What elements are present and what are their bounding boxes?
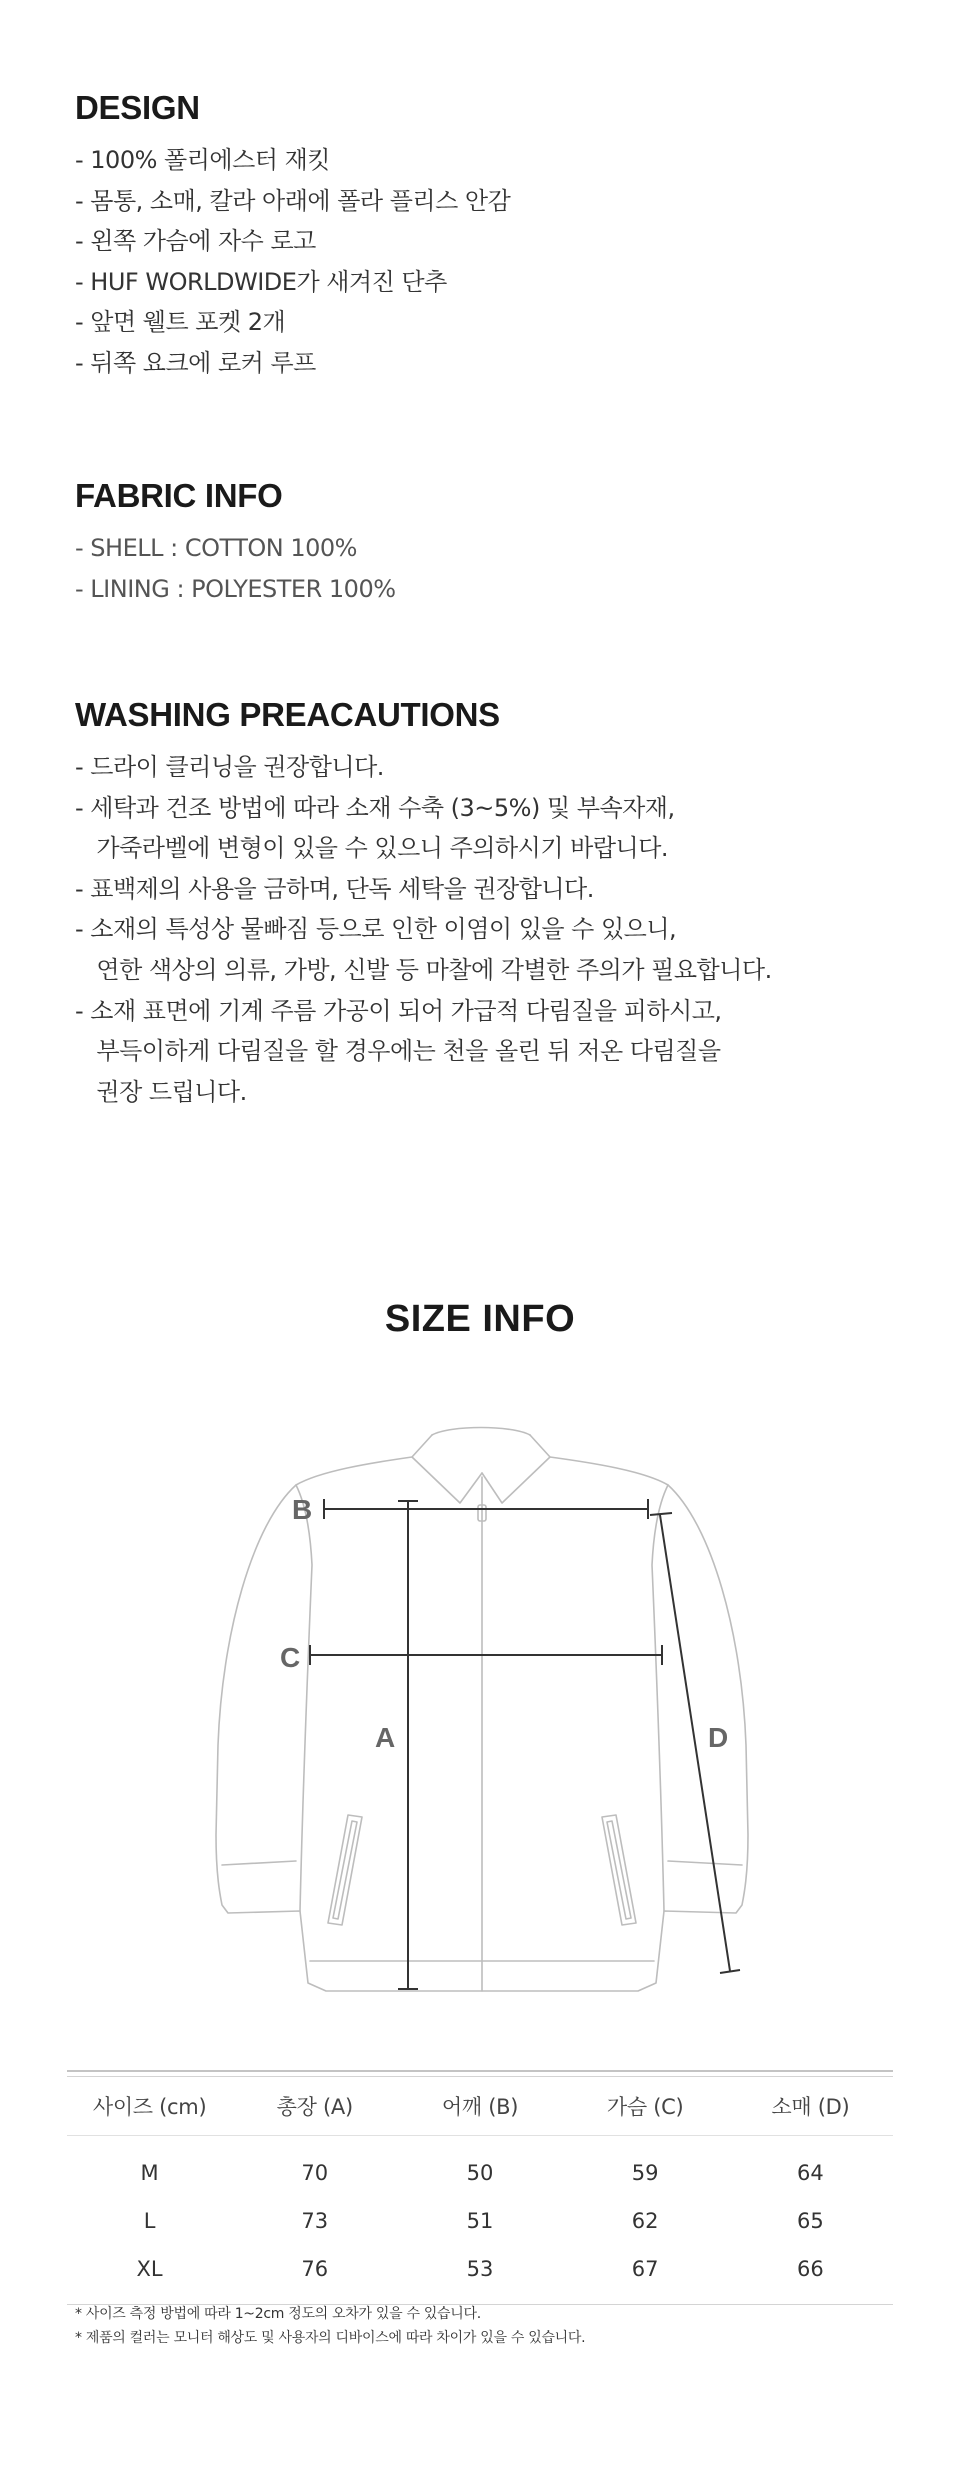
list-item: - 소재 표면에 기계 주름 가공이 되어 가급적 다림질을 피하시고,	[75, 996, 722, 1025]
header-chest: 가슴 (C)	[563, 2077, 728, 2136]
right-pocket-inner	[607, 1821, 631, 1919]
table-cell: L	[143, 2209, 156, 2233]
measure-tick-d-top	[650, 1513, 672, 1515]
diagram-label-d: D	[708, 1722, 729, 1753]
list-item: - 왼쪽 가슴에 자수 로고	[75, 227, 316, 256]
design-section	[75, 88, 895, 384]
fabric-list	[75, 528, 895, 609]
table-cell: 73	[301, 2209, 329, 2233]
fabric-section	[75, 476, 895, 609]
table-cell: XL	[136, 2257, 163, 2281]
table-cell: 64	[797, 2161, 824, 2185]
list-item: - 뒤쪽 요크에 로커 루프	[75, 348, 316, 377]
header-sleeve: 소매 (D)	[728, 2077, 893, 2136]
jacket-size-diagram	[200, 1405, 760, 2015]
diagram-label-a: A	[375, 1722, 396, 1753]
collar-right	[482, 1435, 550, 1503]
list-item: - HUF WORLDWIDE가 새겨진 단추	[75, 267, 447, 296]
list-item: - 표백제의 사용을 금하며, 단독 세탁을 권장합니다.	[75, 874, 594, 903]
table-cell: M	[140, 2161, 159, 2185]
table-cell: 53	[466, 2257, 494, 2281]
table-cell: 65	[797, 2209, 824, 2233]
size-table-wrap	[67, 2070, 893, 2305]
size-note: * 제품의 컬러는 모니터 해상도 및 사용자의 디바이스에 따라 차이가 있을 수 있습니다.	[75, 2330, 586, 2346]
table-cell: 76	[301, 2257, 329, 2281]
fabric-title: FABRIC INFO	[75, 477, 283, 514]
washing-section	[75, 695, 895, 1112]
list-item: - 100% 폴리에스터 재킷	[75, 146, 330, 174]
size-notes	[75, 2302, 895, 2350]
header-size: 사이즈 (cm)	[67, 2077, 232, 2136]
washing-list	[75, 747, 895, 1112]
design-list	[75, 140, 895, 384]
list-item: 연한 색상의 의류, 가방, 신발 등 마찰에 각별한 주의가 필요합니다.	[75, 955, 772, 984]
header-length: 총장 (A)	[232, 2077, 397, 2136]
size-table	[67, 2077, 893, 2304]
header-shoulder: 어깨 (B)	[397, 2077, 562, 2136]
table-cell: 70	[301, 2161, 329, 2185]
design-title: DESIGN	[75, 89, 200, 126]
table-cell: 59	[631, 2161, 659, 2185]
table-cell: 62	[631, 2209, 659, 2233]
list-item: - 소재의 특성상 물빠짐 등으로 인한 이염이 있을 수 있으니,	[75, 915, 677, 944]
table-cell: 50	[466, 2161, 494, 2185]
left-pocket-inner	[333, 1821, 357, 1919]
collar-left	[412, 1435, 482, 1503]
table-row	[67, 2197, 893, 2245]
left-cuff	[222, 1861, 296, 1865]
left-pocket	[328, 1815, 362, 1925]
table-row	[67, 2245, 893, 2304]
list-item: - SHELL : COTTON 100%	[75, 534, 357, 562]
list-item: - LINING : POLYESTER 100%	[75, 574, 396, 603]
table-cell: 66	[797, 2257, 824, 2281]
list-item: 가죽라벨에 변형이 있을 수 있으니 주의하시기 바랍니다.	[75, 834, 669, 863]
size-info-title: SIZE INFO	[384, 1298, 576, 1340]
table-cell: 67	[631, 2257, 659, 2281]
washing-title: WASHING PREACAUTIONS	[75, 696, 500, 733]
diagram-label-c: C	[280, 1642, 301, 1673]
list-item: - 세탁과 건조 방법에 따라 소재 수축 (3~5%) 및 부속자재,	[75, 793, 675, 822]
list-item: - 드라이 클리닝을 권장합니다.	[75, 753, 384, 781]
diagram-label-b: B	[292, 1494, 313, 1525]
table-row	[67, 2136, 893, 2198]
right-cuff	[668, 1861, 742, 1865]
table-cell: 51	[466, 2209, 494, 2233]
list-item: - 몸통, 소매, 칼라 아래에 폴라 플리스 안감	[75, 186, 511, 215]
right-pocket	[602, 1815, 636, 1925]
table-header-row	[67, 2077, 893, 2136]
collar-band	[432, 1428, 530, 1436]
list-item: 부득이하게 다림질을 할 경우에는 천을 올린 뒤 저온 다림질을	[75, 1037, 721, 1066]
left-sleeve-seam	[296, 1485, 312, 1911]
table-top-rule	[67, 2070, 893, 2072]
size-note: * 사이즈 측정 방법에 따라 1~2cm 정도의 오차가 있을 수 있습니다.	[75, 2306, 481, 2322]
list-item: - 앞면 웰트 포켓 2개	[75, 308, 286, 337]
list-item: 권장 드립니다.	[75, 1077, 247, 1106]
